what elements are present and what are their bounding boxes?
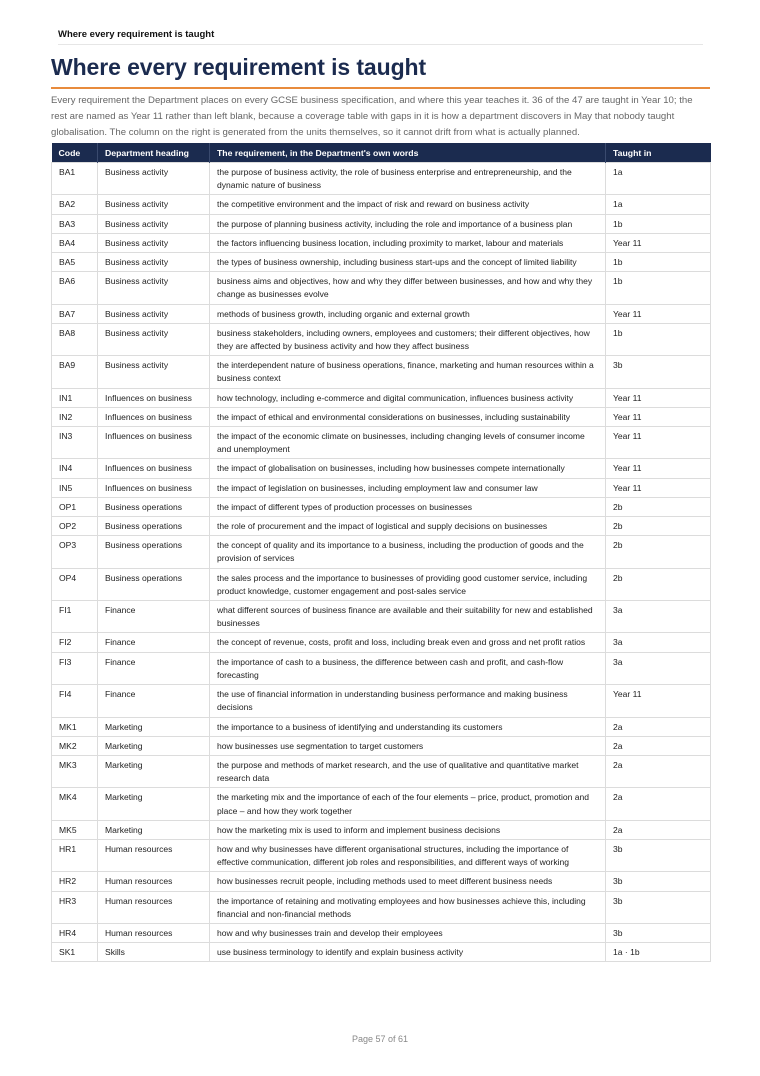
cell-code: SK1 bbox=[52, 943, 98, 962]
cell-requirement: the purpose and methods of market research, and the use of qualitative and quantitative market research data bbox=[210, 755, 606, 787]
cell-code: BA3 bbox=[52, 214, 98, 233]
cell-requirement: how businesses recruit people, including methods used to meet different business needs bbox=[210, 872, 606, 891]
cell-department-heading: Marketing bbox=[98, 820, 210, 839]
cell-taught-in: 2b bbox=[606, 497, 711, 516]
cell-code: MK5 bbox=[52, 820, 98, 839]
title-underline bbox=[51, 87, 710, 89]
cell-taught-in: 3b bbox=[606, 923, 711, 942]
table-row bbox=[52, 233, 711, 252]
cell-requirement: the purpose of planning business activity, including the role and importance of a business plan bbox=[210, 214, 606, 233]
header-department-heading: Department heading bbox=[98, 143, 210, 163]
table-row bbox=[52, 601, 711, 633]
cell-code: IN3 bbox=[52, 427, 98, 459]
cell-department-heading: Marketing bbox=[98, 755, 210, 787]
cell-code: FI1 bbox=[52, 601, 98, 633]
cell-requirement: the use of financial information in understanding business performance and making business decisions bbox=[210, 685, 606, 717]
cell-taught-in: Year 11 bbox=[606, 478, 711, 497]
cell-department-heading: Business activity bbox=[98, 233, 210, 252]
cell-requirement: the competitive environment and the impact of risk and reward on business activity bbox=[210, 195, 606, 214]
cell-department-heading: Business operations bbox=[98, 497, 210, 516]
cell-requirement: the importance of cash to a business, the difference between cash and profit, and cash-flow forecasting bbox=[210, 652, 606, 684]
cell-code: BA6 bbox=[52, 272, 98, 304]
cell-code: OP2 bbox=[52, 517, 98, 536]
cell-requirement: business stakeholders, including owners, employees and customers; their different objectives, how they are affected by business activity and how they affect business bbox=[210, 323, 606, 355]
table-row bbox=[52, 497, 711, 516]
cell-code: MK1 bbox=[52, 717, 98, 736]
table-row bbox=[52, 568, 711, 600]
cell-taught-in: 1a bbox=[606, 195, 711, 214]
cell-code: OP3 bbox=[52, 536, 98, 568]
cell-requirement: the interdependent nature of business operations, finance, marketing and human resources within a business context bbox=[210, 356, 606, 388]
cell-taught-in: Year 11 bbox=[606, 304, 711, 323]
cell-requirement: how businesses use segmentation to target customers bbox=[210, 736, 606, 755]
table-row bbox=[52, 478, 711, 497]
header-code: Code bbox=[52, 143, 98, 163]
cell-requirement: business aims and objectives, how and why they differ between businesses, and how and why they change as businesses evolve bbox=[210, 272, 606, 304]
table-row bbox=[52, 517, 711, 536]
cell-taught-in: 1a · 1b bbox=[606, 943, 711, 962]
cell-taught-in: 2b bbox=[606, 536, 711, 568]
table-row bbox=[52, 195, 711, 214]
table-row bbox=[52, 872, 711, 891]
cell-taught-in: 3a bbox=[606, 601, 711, 633]
cell-department-heading: Human resources bbox=[98, 891, 210, 923]
cell-taught-in: 3b bbox=[606, 891, 711, 923]
cell-code: IN2 bbox=[52, 407, 98, 426]
cell-code: HR3 bbox=[52, 891, 98, 923]
cell-taught-in: Year 11 bbox=[606, 427, 711, 459]
cell-requirement: the impact of legislation on businesses, including employment law and consumer law bbox=[210, 478, 606, 497]
cell-code: OP1 bbox=[52, 497, 98, 516]
table-row bbox=[52, 652, 711, 684]
cell-taught-in: 3b bbox=[606, 356, 711, 388]
cell-department-heading: Finance bbox=[98, 633, 210, 652]
cell-taught-in: 3a bbox=[606, 633, 711, 652]
table-row bbox=[52, 633, 711, 652]
table-row bbox=[52, 943, 711, 962]
cell-requirement: use business terminology to identify and explain business activity bbox=[210, 943, 606, 962]
table-row bbox=[52, 820, 711, 839]
cell-department-heading: Human resources bbox=[98, 872, 210, 891]
cell-taught-in: 2a bbox=[606, 788, 711, 820]
cell-department-heading: Influences on business bbox=[98, 407, 210, 426]
cell-requirement: the importance of retaining and motivating employees and how businesses achieve this, including financial and non-financial methods bbox=[210, 891, 606, 923]
running-header: Where every requirement is taught bbox=[58, 29, 703, 45]
table-row bbox=[52, 717, 711, 736]
cell-code: FI3 bbox=[52, 652, 98, 684]
cell-code: BA4 bbox=[52, 233, 98, 252]
cell-taught-in: 3b bbox=[606, 839, 711, 871]
table-row bbox=[52, 891, 711, 923]
requirements-table bbox=[51, 143, 711, 962]
cell-code: IN4 bbox=[52, 459, 98, 478]
page-number: Page 57 of 61 bbox=[351, 1034, 409, 1044]
cell-taught-in: Year 11 bbox=[606, 233, 711, 252]
cell-requirement: the factors influencing business location, including proximity to market, labour and materials bbox=[210, 233, 606, 252]
cell-department-heading: Influences on business bbox=[98, 459, 210, 478]
cell-taught-in: 2a bbox=[606, 736, 711, 755]
cell-code: BA5 bbox=[52, 253, 98, 272]
cell-department-heading: Business activity bbox=[98, 253, 210, 272]
cell-taught-in: 3a bbox=[606, 652, 711, 684]
cell-department-heading: Business activity bbox=[98, 272, 210, 304]
cell-requirement: the importance to a business of identifying and understanding its customers bbox=[210, 717, 606, 736]
table-row bbox=[52, 536, 711, 568]
cell-requirement: the impact of different types of production processes on businesses bbox=[210, 497, 606, 516]
cell-department-heading: Business operations bbox=[98, 517, 210, 536]
table-row bbox=[52, 323, 711, 355]
cell-code: BA7 bbox=[52, 304, 98, 323]
cell-requirement: how technology, including e-commerce and digital communication, influences business activity bbox=[210, 388, 606, 407]
cell-requirement: the sales process and the importance to businesses of providing good customer service, including product knowledge, customer engagement and post-sales service bbox=[210, 568, 606, 600]
cell-department-heading: Business activity bbox=[98, 356, 210, 388]
cell-code: HR4 bbox=[52, 923, 98, 942]
cell-taught-in: 2b bbox=[606, 517, 711, 536]
cell-department-heading: Finance bbox=[98, 601, 210, 633]
cell-department-heading: Business operations bbox=[98, 536, 210, 568]
cell-taught-in: 2a bbox=[606, 820, 711, 839]
cell-taught-in: 2b bbox=[606, 568, 711, 600]
cell-taught-in: 2a bbox=[606, 717, 711, 736]
cell-department-heading: Business activity bbox=[98, 214, 210, 233]
cell-requirement: the role of procurement and the impact of logistical and supply decisions on businesses bbox=[210, 517, 606, 536]
cell-department-heading: Influences on business bbox=[98, 478, 210, 497]
table-row bbox=[52, 839, 711, 871]
cell-code: MK2 bbox=[52, 736, 98, 755]
cell-taught-in: 1b bbox=[606, 253, 711, 272]
cell-taught-in: Year 11 bbox=[606, 407, 711, 426]
table-row bbox=[52, 304, 711, 323]
table-row bbox=[52, 253, 711, 272]
cell-requirement: how and why businesses have different organisational structures, including the importance of effective communication, different job roles and responsibilities, and different ways of working bbox=[210, 839, 606, 871]
cell-requirement: the concept of revenue, costs, profit and loss, including break even and gross and net profit ratios bbox=[210, 633, 606, 652]
cell-taught-in: 1b bbox=[606, 323, 711, 355]
cell-taught-in: 1a bbox=[606, 163, 711, 195]
cell-department-heading: Influences on business bbox=[98, 427, 210, 459]
table-body bbox=[52, 163, 711, 962]
table-row bbox=[52, 459, 711, 478]
cell-department-heading: Skills bbox=[98, 943, 210, 962]
cell-department-heading: Marketing bbox=[98, 788, 210, 820]
cell-code: MK3 bbox=[52, 755, 98, 787]
cell-department-heading: Business activity bbox=[98, 163, 210, 195]
table-row bbox=[52, 407, 711, 426]
intro-paragraph: Every requirement the Department places on every GCSE business specification, and where this year teaches it. 36 of the 47 are taught in Year 10; the rest are named as Year 11 rather than left blank, because a coverage table with gaps in it is how a department discovers in May that nobody taught globalisation. The column on the right is generated from the units themselves, so it cannot drift from what is actually planned. bbox=[51, 95, 693, 138]
cell-department-heading: Human resources bbox=[98, 923, 210, 942]
cell-requirement: the types of business ownership, including business start-ups and the concept of limited liability bbox=[210, 253, 606, 272]
cell-requirement: how the marketing mix is used to inform and implement business decisions bbox=[210, 820, 606, 839]
cell-taught-in: 3b bbox=[606, 872, 711, 891]
cell-taught-in: Year 11 bbox=[606, 388, 711, 407]
cell-department-heading: Finance bbox=[98, 652, 210, 684]
table-row bbox=[52, 388, 711, 407]
cell-code: BA9 bbox=[52, 356, 98, 388]
cell-department-heading: Finance bbox=[98, 685, 210, 717]
cell-taught-in: 1b bbox=[606, 214, 711, 233]
cell-requirement: the marketing mix and the importance of each of the four elements – price, product, promotion and place – and how they work together bbox=[210, 788, 606, 820]
cell-requirement: how and why businesses train and develop their employees bbox=[210, 923, 606, 942]
cell-code: BA2 bbox=[52, 195, 98, 214]
cell-requirement: the purpose of business activity, the role of business enterprise and entrepreneurship, and the dynamic nature of business bbox=[210, 163, 606, 195]
cell-code: FI4 bbox=[52, 685, 98, 717]
table-row bbox=[52, 427, 711, 459]
cell-department-heading: Business activity bbox=[98, 304, 210, 323]
cell-code: HR2 bbox=[52, 872, 98, 891]
cell-requirement: what different sources of business finance are available and their suitability for new and established businesses bbox=[210, 601, 606, 633]
cell-taught-in: 2a bbox=[606, 755, 711, 787]
cell-department-heading: Business activity bbox=[98, 323, 210, 355]
table-row bbox=[52, 788, 711, 820]
cell-code: OP4 bbox=[52, 568, 98, 600]
table-row bbox=[52, 755, 711, 787]
header-taught-in: Taught in bbox=[606, 143, 711, 163]
cell-requirement: the concept of quality and its importance to a business, including the production of goods and the provision of services bbox=[210, 536, 606, 568]
cell-code: BA8 bbox=[52, 323, 98, 355]
cell-department-heading: Marketing bbox=[98, 736, 210, 755]
cell-taught-in: Year 11 bbox=[606, 685, 711, 717]
page-title: Where every requirement is taught bbox=[51, 54, 427, 80]
cell-code: FI2 bbox=[52, 633, 98, 652]
table-row bbox=[52, 214, 711, 233]
cell-department-heading: Marketing bbox=[98, 717, 210, 736]
cell-code: MK4 bbox=[52, 788, 98, 820]
cell-code: BA1 bbox=[52, 163, 98, 195]
header-requirement: The requirement, in the Department's own words bbox=[210, 143, 606, 163]
cell-requirement: the impact of ethical and environmental considerations on businesses, including sustainability bbox=[210, 407, 606, 426]
cell-requirement: methods of business growth, including organic and external growth bbox=[210, 304, 606, 323]
cell-taught-in: Year 11 bbox=[606, 459, 711, 478]
table-row bbox=[52, 736, 711, 755]
table-row bbox=[52, 356, 711, 388]
table-row bbox=[52, 163, 711, 195]
cell-department-heading: Business operations bbox=[98, 568, 210, 600]
cell-code: IN5 bbox=[52, 478, 98, 497]
cell-taught-in: 1b bbox=[606, 272, 711, 304]
table-row bbox=[52, 272, 711, 304]
table-header-row bbox=[52, 143, 711, 163]
cell-department-heading: Influences on business bbox=[98, 388, 210, 407]
cell-code: HR1 bbox=[52, 839, 98, 871]
cell-department-heading: Business activity bbox=[98, 195, 210, 214]
cell-code: IN1 bbox=[52, 388, 98, 407]
table-row bbox=[52, 923, 711, 942]
cell-requirement: the impact of the economic climate on businesses, including changing levels of consumer income and unemployment bbox=[210, 427, 606, 459]
table-row bbox=[52, 685, 711, 717]
cell-requirement: the impact of globalisation on businesses, including how businesses compete internationally bbox=[210, 459, 606, 478]
cell-department-heading: Human resources bbox=[98, 839, 210, 871]
